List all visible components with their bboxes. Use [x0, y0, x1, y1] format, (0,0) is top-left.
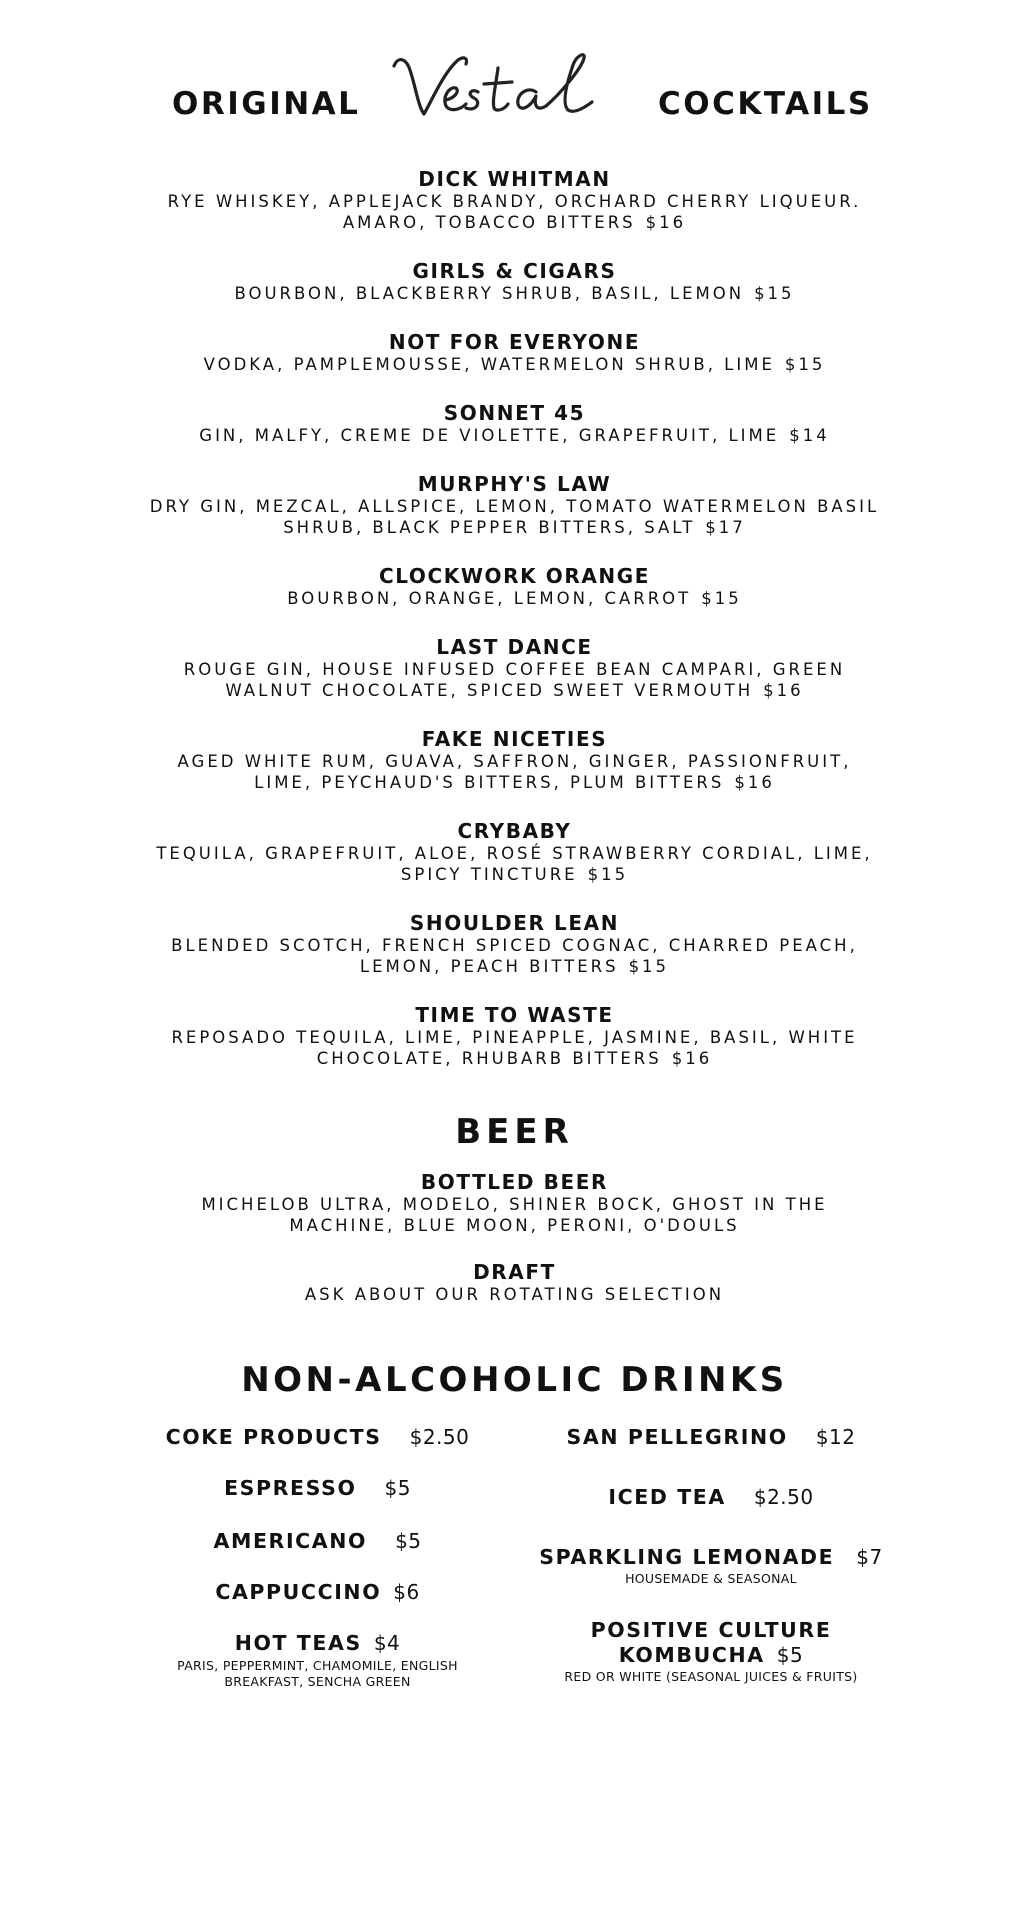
cocktail-price: $14 [789, 426, 830, 445]
na-name: POSITIVE CULTURE KOMBUCHA [590, 1618, 832, 1667]
menu-header [0, 48, 1029, 138]
cocktail-desc: VODKA, PAMPLEMOUSSE, WATERMELON SHRUB, LIME $15 [203, 355, 826, 374]
na-name: SPARKLING LEMONADE [539, 1545, 835, 1569]
cocktail-item [0, 472, 1029, 538]
non-alcoholic-right-column [535, 1425, 887, 1705]
cocktail-item [0, 727, 1029, 793]
na-name: ESPRESSO [224, 1476, 357, 1500]
beer-desc: MICHELOB ULTRA, MODELO, SHINER BOCK, GHOST IN THE MACHINE, BLUE MOON, PERONI, O'DOULS [201, 1195, 828, 1235]
na-item [535, 1485, 887, 1510]
cocktail-price: $16 [671, 1049, 713, 1068]
na-note: RED OR WHITE (SEASONAL JUICES & FRUITS) [564, 1669, 858, 1684]
na-name: CAPPUCCINO [215, 1580, 382, 1604]
cocktail-name: CRYBABY [457, 819, 572, 843]
header-cocktails-label: COCKTAILS [658, 86, 873, 122]
cocktail-name: MURPHY'S LAW [417, 472, 612, 496]
na-price: $2.50 [753, 1485, 814, 1509]
cocktail-name: DICK WHITMAN [418, 167, 611, 191]
vestal-logo [388, 48, 618, 128]
cocktail-list [0, 167, 1029, 1069]
na-item [160, 1425, 475, 1450]
cocktail-name: SHOULDER LEAN [409, 911, 620, 935]
beer-desc: ASK ABOUT OUR ROTATING SELECTION [304, 1285, 725, 1304]
cocktail-item [0, 819, 1029, 885]
na-price: $6 [393, 1580, 420, 1604]
cocktail-item [0, 635, 1029, 701]
header-original-label: ORIGINAL [172, 86, 361, 122]
na-price: $12 [815, 1425, 856, 1449]
na-price: $5 [776, 1643, 804, 1667]
cocktail-desc: BOURBON, ORANGE, LEMON, CARROT $15 [287, 589, 742, 608]
na-item [160, 1476, 475, 1501]
na-item [535, 1425, 887, 1450]
beer-name: DRAFT [473, 1260, 556, 1284]
na-item [160, 1580, 475, 1605]
non-alcoholic-section-title: NON-ALCOHOLIC DRINKS [241, 1360, 788, 1400]
na-name: SAN PELLEGRINO [566, 1425, 788, 1449]
na-price: $2.50 [409, 1425, 470, 1449]
cocktail-desc: AGED WHITE RUM, GUAVA, SAFFRON, GINGER, PASSIONFRUIT, LIME, PEYCHAUD'S BITTERS, PLUM BITTERS $16 [177, 752, 852, 792]
cocktail-name: FAKE NICETIES [421, 727, 608, 751]
cocktail-name: NOT FOR EVERYONE [388, 330, 641, 354]
cocktail-item [0, 167, 1029, 233]
na-item [535, 1545, 887, 1587]
cocktail-desc: REPOSADO TEQUILA, LIME, PINEAPPLE, JASMINE, BASIL, WHITE CHOCOLATE, RHUBARB BITTERS $16 [171, 1028, 858, 1068]
na-item [535, 1618, 887, 1685]
cocktail-price: $15 [784, 355, 826, 374]
cocktail-desc: TEQUILA, GRAPEFRUIT, ALOE, ROSÉ STRAWBERRY CORDIAL, LIME, SPICY TINCTURE $15 [156, 844, 873, 884]
na-name: ICED TEA [608, 1485, 726, 1509]
cocktail-item [0, 911, 1029, 977]
na-note: PARIS, PEPPERMINT, CHAMOMILE, ENGLISH BREAKFAST, SENCHA GREEN [177, 1658, 458, 1689]
beer-list [0, 1170, 1029, 1305]
na-name: AMERICANO [213, 1529, 368, 1553]
cocktail-item [0, 259, 1029, 304]
cocktail-desc: BOURBON, BLACKBERRY SHRUB, BASIL, LEMON $15 [234, 284, 795, 303]
cocktail-name: CLOCKWORK ORANGE [378, 564, 651, 588]
cocktail-price: $15 [587, 865, 629, 884]
beer-item [0, 1170, 1029, 1236]
beer-section-title: BEER [455, 1112, 574, 1152]
cocktail-name: TIME TO WASTE [415, 1003, 614, 1027]
na-price: $7 [856, 1545, 883, 1569]
cocktail-price: $15 [754, 284, 795, 303]
cocktail-name: GIRLS & CIGARS [412, 259, 617, 283]
non-alcoholic-left-column [160, 1425, 475, 1705]
cocktail-desc: GIN, MALFY, CREME DE VIOLETTE, GRAPEFRUIT, LIME $14 [199, 426, 830, 445]
cocktail-item [0, 330, 1029, 375]
cocktail-item [0, 1003, 1029, 1069]
beer-item [0, 1260, 1029, 1305]
na-name: COKE PRODUCTS [165, 1425, 382, 1449]
na-name: HOT TEAS [234, 1631, 362, 1655]
beer-name: BOTTLED BEER [420, 1170, 609, 1194]
na-item [160, 1529, 475, 1554]
cocktail-desc: ROUGE GIN, HOUSE INFUSED COFFEE BEAN CAMPARI, GREEN WALNUT CHOCOLATE, SPICED SWEET VERMOUTH $16 [183, 660, 846, 700]
cocktail-desc: RYE WHISKEY, APPLEJACK BRANDY, ORCHARD CHERRY LIQUEUR. AMARO, TOBACCO BITTERS $16 [167, 192, 862, 232]
na-note: HOUSEMADE & SEASONAL [625, 1571, 797, 1586]
logo-text: Vestal [388, 48, 392, 49]
cocktail-price: $15 [701, 589, 742, 608]
cocktail-price: $17 [705, 518, 746, 537]
cocktail-item [0, 401, 1029, 446]
na-price: $5 [395, 1529, 422, 1553]
cocktail-price: $16 [734, 773, 775, 792]
cocktail-price: $16 [763, 681, 804, 700]
cocktail-name: SONNET 45 [443, 401, 586, 425]
na-item [160, 1631, 475, 1690]
cocktail-price: $15 [628, 957, 670, 976]
cocktail-name: LAST DANCE [436, 635, 593, 659]
cocktail-price: $16 [645, 213, 687, 232]
cocktail-desc: BLENDED SCOTCH, FRENCH SPICED COGNAC, CHARRED PEACH, LEMON, PEACH BITTERS $15 [171, 936, 858, 976]
na-price: $4 [373, 1631, 401, 1655]
na-price: $5 [384, 1476, 411, 1500]
cocktail-desc: DRY GIN, MEZCAL, ALLSPICE, LEMON, TOMATO WATERMELON BASIL SHRUB, BLACK PEPPER BITTERS, SALT $17 [149, 497, 880, 537]
cocktail-item [0, 564, 1029, 609]
